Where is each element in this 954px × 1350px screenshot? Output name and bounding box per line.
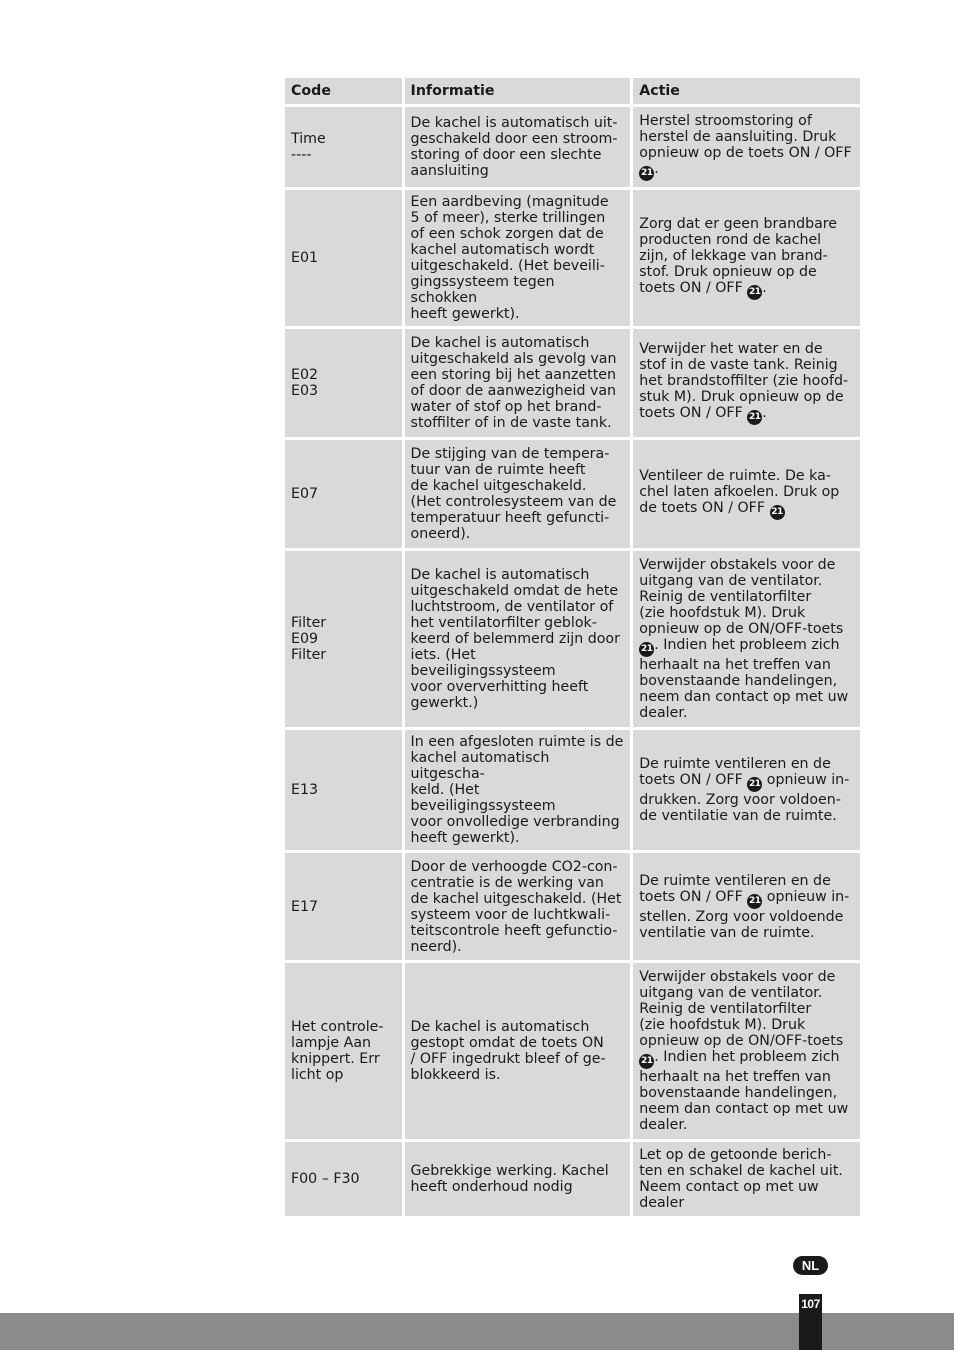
language-badge: NL	[793, 1256, 828, 1275]
header-info: Informatie	[405, 78, 631, 104]
action-text: Ventileer de ruimte. De ka- chel laten afkoelen. Druk op de toets ON / OFF	[639, 468, 840, 516]
table-row	[285, 440, 860, 548]
action-text-after: . Indien het probleem zich herhaalt na het treffen van bovenstaande handelingen, neem dan contact op met uw dealer.	[639, 1049, 849, 1133]
table-body	[285, 107, 860, 1216]
cell-code: Het controle- lampje Aan knippert. Err licht op	[285, 963, 402, 1139]
cell-info: In een afgesloten ruimte is de kachel automatisch uitgescha- keld. (Het beveiligingssysteem voor onvolledige verbranding heeft gewerkt).	[405, 730, 631, 850]
cell-code: E07	[285, 440, 402, 548]
cell-info: Een aardbeving (magnitude 5 of meer), sterke trillingen of een schok zorgen dat de kachel automatisch wordt uitgeschakeld. (Het beveili- gingssysteem tegen schokken heeft gewerkt).	[405, 190, 631, 326]
action-text: Zorg dat er geen brandbare producten rond de kachel zijn, of lekkage van brand- stof. Druk opnieuw op de toets ON / OFF	[639, 216, 838, 296]
action-text-after: .	[762, 280, 767, 296]
table-header-row	[285, 78, 860, 104]
action-text-after: .	[762, 405, 767, 421]
cell-action	[633, 440, 860, 548]
table-row	[285, 190, 860, 326]
on-off-button-21-icon: 21	[747, 777, 762, 792]
action-text: Verwijder obstakels voor de uitgang van de ventilator. Reinig de ventilatorfilter (zie hoofdstuk M). Druk opnieuw op de ON/OFF-toets	[639, 969, 844, 1049]
on-off-button-21-icon: 21	[639, 1054, 654, 1069]
cell-info: De stijging van de tempera- tuur van de ruimte heeft de kachel uitgeschakeld. (Het controlesysteem van de temperatuur heeft gefuncti- oneerd).	[405, 440, 631, 548]
action-text-after: .	[654, 161, 659, 177]
cell-action	[633, 190, 860, 326]
cell-code: Time ----	[285, 107, 402, 187]
cell-code: F00 – F30	[285, 1142, 402, 1216]
action-text-after: opnieuw in- drukken. Zorg voor voldoen- de ventilatie van de ruimte.	[639, 772, 850, 824]
cell-action	[633, 1142, 860, 1216]
cell-code: E01	[285, 190, 402, 326]
on-off-button-21-icon: 21	[639, 642, 654, 657]
action-text: Herstel stroomstoring of herstel de aansluiting. Druk opnieuw op de toets ON / OFF	[639, 113, 852, 161]
action-text: De ruimte ventileren en de toets ON / OFF	[639, 756, 831, 788]
cell-info: Door de verhoogde CO2-con- centratie is de werking van de kachel uitgeschakeld. (Het systeem voor de luchtkwali- teitscontrole heeft gefunctio- neerd).	[405, 853, 631, 960]
cell-code: E17	[285, 853, 402, 960]
action-text: Verwijder het water en de stof in de vaste tank. Reinig het brandstoffilter (zie hoofd- stuk M). Druk opnieuw op de toets ON / OFF	[639, 341, 849, 421]
cell-info: De kachel is automatisch gestopt omdat de toets ON / OFF ingedrukt bleef of ge- blokkeerd is.	[405, 963, 631, 1139]
on-off-button-21-icon: 21	[747, 410, 762, 425]
on-off-button-21-icon: 21	[747, 285, 762, 300]
cell-info: De kachel is automatisch uit- geschakeld door een stroom- storing of door een slechte aansluiting	[405, 107, 631, 187]
cell-info: Gebrekkige werking. Kachel heeft onderhoud nodig	[405, 1142, 631, 1216]
cell-code: E13	[285, 730, 402, 850]
action-text: Let op de getoonde berich- ten en schakel de kachel uit. Neem contact op met uw dealer	[639, 1147, 843, 1211]
action-text-after: . Indien het probleem zich herhaalt na het treffen van bovenstaande handelingen, neem dan contact op met uw dealer.	[639, 637, 849, 721]
table-row	[285, 1142, 860, 1216]
header-code: Code	[285, 78, 402, 104]
table-row	[285, 107, 860, 187]
action-text: Verwijder obstakels voor de uitgang van de ventilator. Reinig de ventilatorfilter (zie hoofdstuk M). Druk opnieuw op de ON/OFF-toets	[639, 557, 844, 637]
on-off-button-21-icon: 21	[639, 166, 654, 181]
cell-action	[633, 853, 860, 960]
table-row	[285, 963, 860, 1139]
cell-action	[633, 730, 860, 850]
table-row	[285, 329, 860, 437]
table-row	[285, 551, 860, 727]
cell-action	[633, 963, 860, 1139]
on-off-button-21-icon: 21	[747, 894, 762, 909]
on-off-button-21-icon: 21	[770, 505, 785, 520]
action-text: De ruimte ventileren en de toets ON / OFF	[639, 872, 831, 905]
cell-action	[633, 329, 860, 437]
error-code-table	[282, 75, 863, 1219]
cell-code: Filter E09 Filter	[285, 551, 402, 727]
cell-action	[633, 107, 860, 187]
cell-action	[633, 551, 860, 727]
table-row	[285, 730, 860, 850]
header-action: Actie	[633, 78, 860, 104]
cell-info: De kachel is automatisch uitgeschakeld als gevolg van een storing bij het aanzetten of door de aanwezigheid van water of stof op het brand- stoffilter of in de vaste tank.	[405, 329, 631, 437]
action-text-after: opnieuw in- stellen. Zorg voor voldoende ventilatie van de ruimte.	[639, 888, 850, 941]
cell-info: De kachel is automatisch uitgeschakeld omdat de hete luchtstroom, de ventilator of het ventilatorfilter geblok- keerd of belemmerd zijn door iets. (Het beveiligingssysteem voor oververhitting heeft gewerkt.)	[405, 551, 631, 727]
cell-code: E02 E03	[285, 329, 402, 437]
table-row	[285, 853, 860, 960]
page-number: 107	[801, 1297, 820, 1311]
